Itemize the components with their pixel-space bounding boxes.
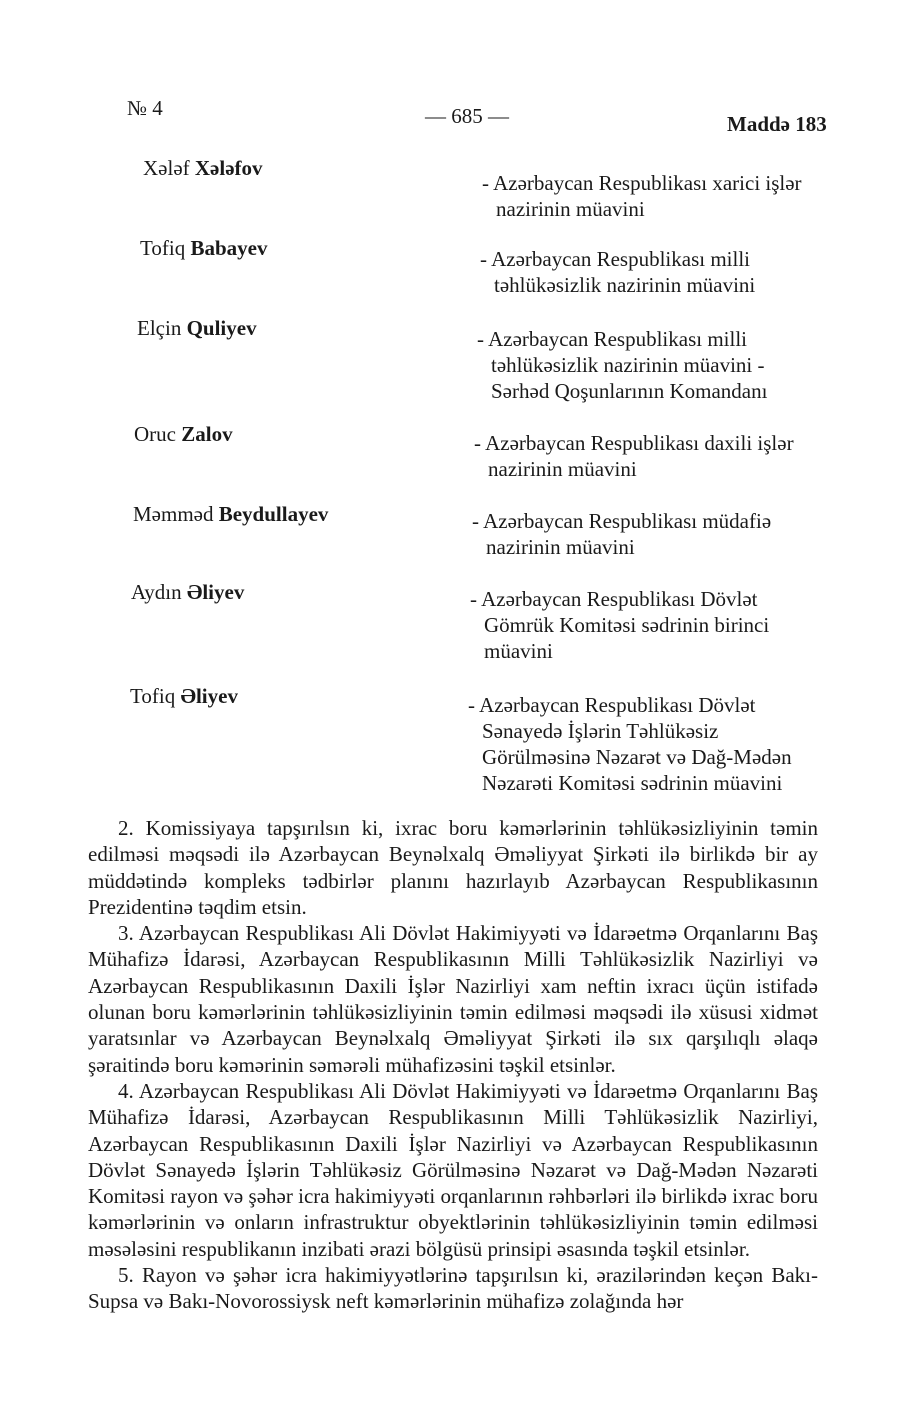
- decree-body: [88, 815, 818, 1315]
- member-name: Tofiq Əliyev: [130, 684, 238, 708]
- member-name: Aydın Əliyev: [131, 580, 245, 604]
- member-position: - Azərbaycan Respublikası xarici işlər nazirinin müavini: [482, 171, 802, 221]
- member-name: Xələf Xələfov: [143, 156, 263, 180]
- member-position: - Azərbaycan Respublikası müdafiə nazirinin müavini: [472, 509, 772, 559]
- member-position: - Azərbaycan Respublikası daxili işlər nazirinin müavini: [474, 431, 794, 481]
- member-position: - Azərbaycan Respublikası Dövlət Sənayedə İşlərin Təhlükəsiz Görülməsinə Nəzarət və Dağ-Mədən Nəzarəti Komitəsi sədrinin müavini: [468, 693, 792, 795]
- member-position: - Azərbaycan Respublikası milli təhlükəsizlik nazirinin müavini: [480, 247, 756, 297]
- member-name: Məmməd Beydullayev: [133, 502, 329, 526]
- paragraph-2: 2. Komissiyaya tapşırılsın ki, ixrac boru kəmərlərinin təhlükəsizliyinin təmin edilməsi məqsədi ilə Azərbaycan Beynəlxalq Əməliyyat Şirkəti ilə birlikdə bir ay müddətində kompleks tədbirlər planını hazırlayıb Azərbaycan Respublikasının Prezidentinə təqdim etsin.: [88, 816, 818, 919]
- member-name: Elçin Quliyev: [137, 316, 257, 340]
- member-position: - Azərbaycan Respublikası milli təhlükəsizlik nazirinin müavini - Sərhəd Qoşunlarının Komandanı: [477, 327, 768, 403]
- page-number: — 685 —: [425, 104, 509, 128]
- article-number: Maddə 183: [727, 112, 827, 136]
- paragraph-4: 4. Azərbaycan Respublikası Ali Dövlət Hakimiyyəti və İdarəetmə Orqanlarını Baş Mühafizə İdarəsi, Azərbaycan Respublikasının Milli Təhlükəsizlik Nazirliyi, Azərbaycan Respublikasının Daxili İşlər Nazirliyi və Azərbaycan Respublikasının Dövlət Sənayedə İşlərin Təhlükəsiz Görülməsinə Nəzarət və Dağ-Mədən Nəzarəti Komitəsi rayon və şəhər icra hakimiyyəti orqanlarının rəhbərləri ilə birlikdə ixrac boru kəmərlərinin və onların infrastruktur obyektlərinin təhlükəsizliyinin təmin edilməsi məsələsini respublikanın inzibati ərazi bölgüsü prinsipi əsasında təşkil etsinlər.: [88, 1078, 818, 1261]
- member-name: Tofiq Babayev: [140, 236, 268, 260]
- paragraph-5: 5. Rayon və şəhər icra hakimiyyətlərinə tapşırılsın ki, ərazilərindən keçən Bakı-Supsa və Bakı-Novorossiysk neft kəmərlərinin mühafizə zolağında hər: [88, 1263, 818, 1314]
- issue-number: № 4: [127, 96, 163, 120]
- member-position: - Azərbaycan Respublikası Dövlət Gömrük Komitəsi sədrinin birinci müavini: [470, 587, 770, 663]
- member-name: Oruc Zalov: [134, 422, 233, 446]
- paragraph-3: 3. Azərbaycan Respublikası Ali Dövlət Hakimiyyəti və İdarəetmə Orqanlarını Baş Mühafizə İdarəsi, Azərbaycan Respublikasının Milli Təhlükəsizlik Nazirliyi və Azərbaycan Respublikasının Daxili İşlər Nazirliyi xam neftin ixracı üçün istifadə olunan boru kəmərlərinin təhlükəsizliyinin təmin edilməsi məqsədi ilə xüsusi xidmət yaratsınlar və Azərbaycan Beynəlxalq Əməliyyat Şirkəti ilə sıx qarşılıqlı əlaqə şəraitində boru kəmərinin səmərəli mühafizəsini təşkil etsinlər.: [88, 921, 818, 1077]
